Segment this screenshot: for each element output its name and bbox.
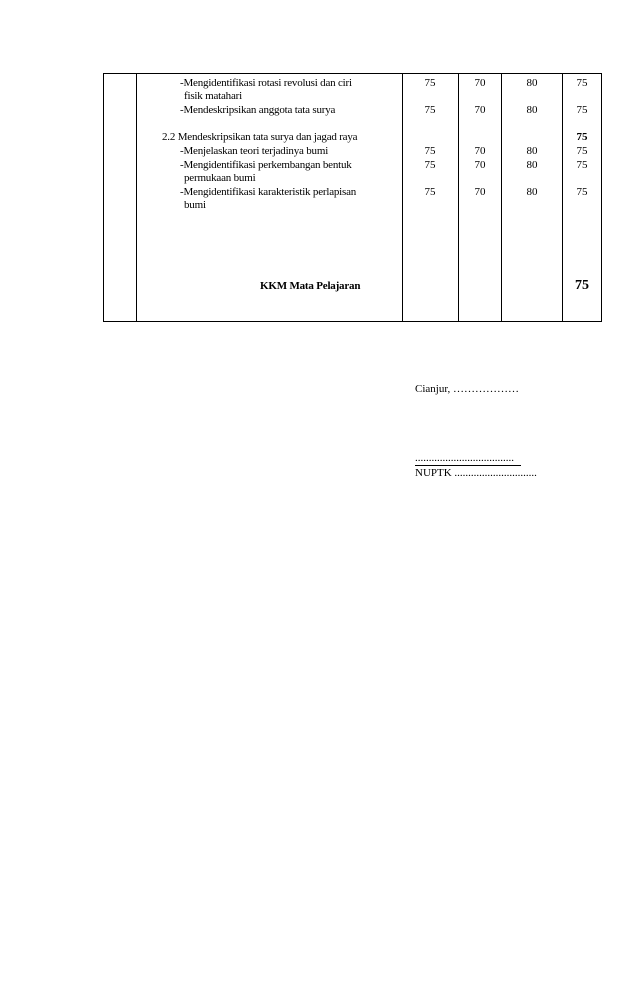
indicator-text: -Mendeskripsikan anggota tata surya [180,104,336,116]
score-cell: 75 [424,145,436,157]
column-divider [458,74,459,321]
competency-text: 2.2 Mendeskripsikan tata surya dan jagad raya [162,131,358,143]
indicator-text: -Mengidentifikasi karakteristik perlapisan [180,186,357,198]
score-cell: 80 [526,77,538,89]
score-table [103,73,602,322]
column-divider [501,74,502,321]
score-cell: 75 [424,186,436,198]
score-cell: 75 [576,186,588,198]
kkm-label: KKM Mata Pelajaran [260,280,361,292]
score-cell: 80 [526,186,538,198]
kkm-value: 75 [575,278,589,293]
score-cell: 75 [576,159,588,171]
score-cell: 70 [474,77,486,89]
score-cell: 75 [424,159,436,171]
score-cell: 75 [576,131,588,143]
signature-underline [415,465,521,466]
column-divider [136,74,137,321]
score-cell: 70 [474,145,486,157]
place-date: Cianjur, ……………… [415,383,520,395]
score-cell: 75 [576,77,588,89]
score-cell: 80 [526,145,538,157]
score-cell: 75 [576,145,588,157]
indicator-text: -Mengidentifikasi perkembangan bentuk [180,159,352,171]
score-cell: 75 [424,77,436,89]
score-cell: 75 [576,104,588,116]
score-cell: 70 [474,186,486,198]
score-cell: 80 [526,104,538,116]
signature-name-line: .................................... [415,452,514,464]
score-cell: 75 [424,104,436,116]
indicator-text: fisik matahari [184,90,242,102]
score-cell: 70 [474,104,486,116]
indicator-text: -Menjelaskan teori terjadinya bumi [180,145,329,157]
nuptk-line: NUPTK .............................. [415,467,537,479]
indicator-text: -Mengidentifikasi rotasi revolusi dan ciri [180,77,352,89]
score-cell: 70 [474,159,486,171]
indicator-text: permukaan bumi [184,172,256,184]
indicator-text: bumi [184,199,206,211]
column-divider [402,74,403,321]
score-cell: 80 [526,159,538,171]
